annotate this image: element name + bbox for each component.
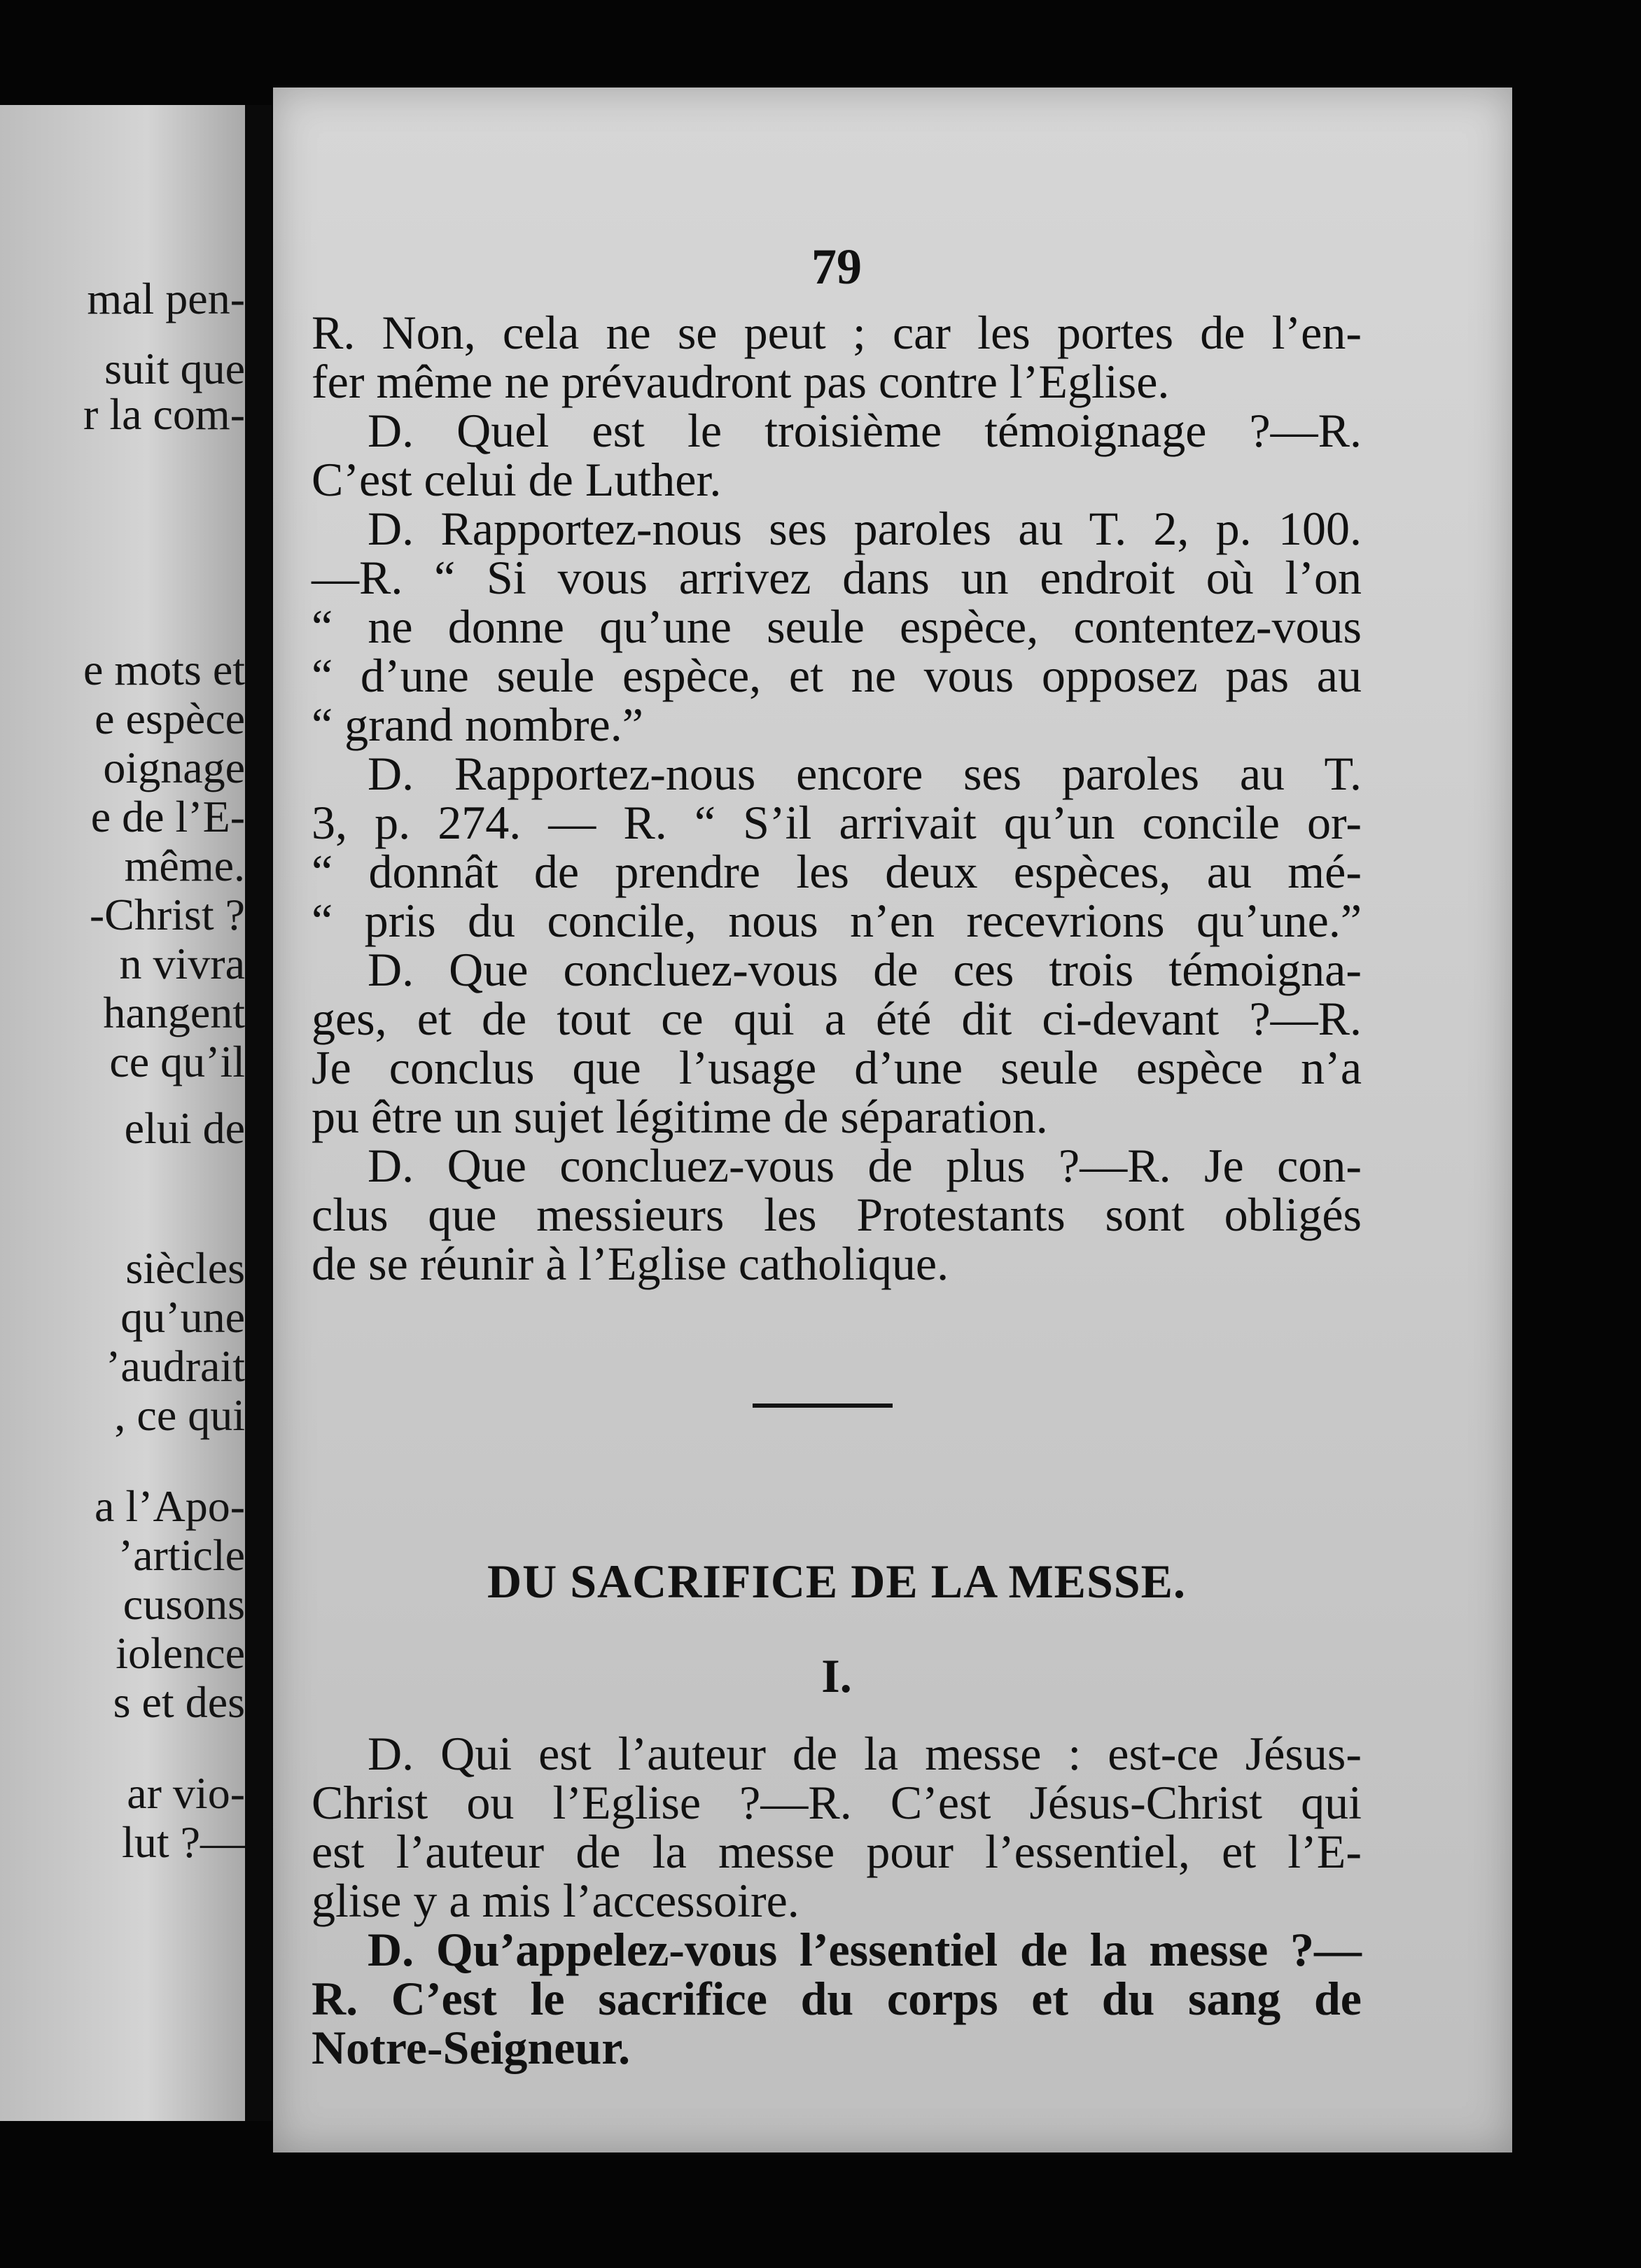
text-line: D. Rapportez-nous encore ses paroles au T. xyxy=(368,747,1362,800)
left-page-fragment: s et des xyxy=(113,1677,245,1727)
text-line: est l’auteur de la messe pour l’essentiel, et l’E- xyxy=(312,1825,1362,1878)
left-page-fragment: cusons xyxy=(123,1579,245,1629)
left-page-fragment: siècles xyxy=(125,1243,245,1293)
left-page-fragment: ’article xyxy=(118,1530,245,1580)
section-number: I. xyxy=(821,1649,852,1702)
text-line: de se réunir à l’Eglise catholique. xyxy=(312,1237,949,1290)
left-page-fragment: ’audrait xyxy=(106,1341,245,1391)
text-line: 3, p. 274. — R. “ S’il arrivait qu’un concile or- xyxy=(312,796,1362,849)
page-number: 79 xyxy=(811,239,862,295)
left-page-fragment: même. xyxy=(124,841,245,890)
body-text xyxy=(312,308,1362,1288)
text-line: Je conclus que l’usage d’une seule espèce n’a xyxy=(312,1041,1362,1094)
section-title: DU SACRIFICE DE LA MESSE. xyxy=(487,1555,1186,1608)
left-page-fragment: qu’une xyxy=(120,1292,245,1342)
left-page-fragment: oignage xyxy=(103,743,245,792)
text-line: D. Quel est le troisième témoignage ?—R. xyxy=(368,404,1362,457)
left-page-fragment: suit que xyxy=(104,344,245,393)
left-page-fragment: lut ?— xyxy=(122,1817,245,1867)
text-line: glise y a mis l’accessoire. xyxy=(312,1874,799,1927)
left-page-fragment: n vivra xyxy=(119,939,245,988)
left-page-fragment: e mots et xyxy=(83,645,245,694)
text-line: D. Rapportez-nous ses paroles au T. 2, p. 100. xyxy=(368,502,1362,555)
text-line: R. Non, cela ne se peut ; car les portes de l’en- xyxy=(312,306,1362,359)
text-line: pu être un sujet légitime de séparation. xyxy=(312,1090,1048,1143)
text-line: “ d’une seule espèce, et ne vous opposez pas au xyxy=(312,649,1362,702)
left-page-fragment: e espèce xyxy=(95,694,245,743)
left-page-fragment: iolence xyxy=(116,1628,245,1678)
text-line: “ donnât de prendre les deux espèces, au mé- xyxy=(312,845,1362,898)
text-line: C’est celui de Luther. xyxy=(312,453,722,506)
left-page-fragment: a l’Apo- xyxy=(94,1481,245,1531)
left-page-fragment: ar vio- xyxy=(127,1768,245,1818)
text-line: “ ne donne qu’une seule espèce, contentez-vous xyxy=(312,600,1362,653)
left-page-fragment: hangent xyxy=(103,988,245,1037)
text-line: D. Que concluez-vous de ces trois témoigna- xyxy=(368,943,1362,996)
left-page-fragment: ce qu’il xyxy=(109,1037,245,1086)
left-page xyxy=(0,105,245,2121)
left-page-fragment: , ce qui xyxy=(114,1390,245,1440)
text-line: Notre-Seigneur. xyxy=(312,2021,631,2074)
left-page-fragment: -Christ ? xyxy=(89,890,245,939)
left-page-fragment: r la com- xyxy=(83,389,245,439)
left-page-fragment: elui de xyxy=(124,1103,245,1153)
text-line: D. Qui est l’auteur de la messe : est-ce Jésus- xyxy=(368,1727,1362,1780)
text-line: ges, et de tout ce qui a été dit ci-devant ?—R. xyxy=(312,992,1362,1045)
right-page xyxy=(273,88,1512,2152)
text-line: “ pris du concile, nous n’en recevrions qu’une.” xyxy=(312,894,1362,947)
text-line: —R. “ Si vous arrivez dans un endroit où l’on xyxy=(312,551,1362,604)
text-line: fer même ne prévaudront pas contre l’Eglise. xyxy=(312,355,1170,408)
section-divider xyxy=(753,1404,893,1408)
left-page-fragment: mal pen- xyxy=(87,274,245,323)
book-gutter xyxy=(245,105,272,2121)
left-page-fragment: e de l’E- xyxy=(90,792,245,841)
text-line: Christ ou l’Eglise ?—R. C’est Jésus-Christ qui xyxy=(312,1776,1362,1829)
text-line: D. Que concluez-vous de plus ?—R. Je con- xyxy=(368,1139,1362,1192)
text-line: “ grand nombre.” xyxy=(312,698,643,751)
text-line: D. Qu’appelez-vous l’essentiel de la messe ?— xyxy=(368,1923,1362,1976)
section-body-text xyxy=(312,1729,1362,2072)
text-line: clus que messieurs les Protestants sont obligés xyxy=(312,1188,1362,1241)
text-line: R. C’est le sacrifice du corps et du sang de xyxy=(312,1972,1362,2025)
